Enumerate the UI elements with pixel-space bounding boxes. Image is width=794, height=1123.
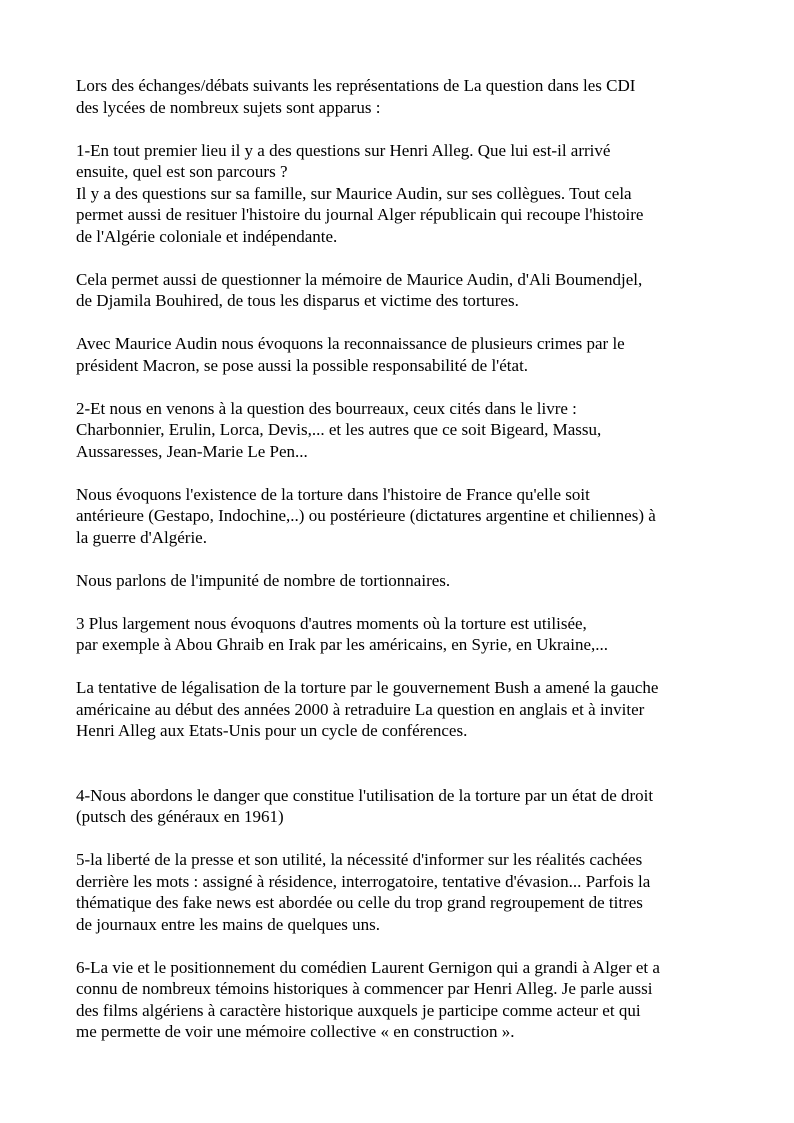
paragraph-macron xyxy=(76,333,756,376)
text-line: 6-La vie et le positionnement du comédien Laurent Gernigon qui a grandi à Alger et a xyxy=(76,957,660,977)
text-line: 4-Nous abordons le danger que constitue l'utilisation de la torture par un état de droit xyxy=(76,785,654,805)
text-line: par exemple à Abou Ghraib en Irak par les américains, en Syrie, en Ukraine,... xyxy=(76,635,608,654)
text-line: de Djamila Bouhired, de tous les disparus et victime des tortures. xyxy=(76,291,519,310)
text-line: derrière les mots : assigné à résidence, interrogatoire, tentative d'évasion... Parfois la xyxy=(76,871,651,891)
paragraph-spacer xyxy=(76,118,756,140)
text-line: des films algériens à caractère historique auxquels je participe comme acteur et qui xyxy=(76,1000,641,1020)
paragraph-spacer xyxy=(76,591,756,613)
paragraph-point-4 xyxy=(76,785,756,828)
text-line: 5-la liberté de la presse et son utilité, la nécessité d'informer sur les réalités cachées xyxy=(76,850,643,869)
text-line: américaine au début des années 2000 à retraduire La question en anglais et à inviter xyxy=(76,699,645,719)
text-line: 1-En tout premier lieu il y a des questions sur Henri Alleg. Que lui est-il arrivé xyxy=(76,140,611,160)
text-line: des lycées de nombreux sujets sont apparus : xyxy=(76,97,381,117)
paragraph-spacer xyxy=(76,828,756,850)
text-line: de l'Algérie coloniale et indépendante. xyxy=(76,226,338,246)
text-line: Nous évoquons l'existence de la torture dans l'histoire de France qu'elle soit xyxy=(76,484,590,504)
text-line: La tentative de légalisation de la torture par le gouvernement Bush a amené la gauche xyxy=(76,678,659,697)
paragraph-bush xyxy=(76,677,756,742)
text-line: me permette de voir une mémoire collective « en construction ». xyxy=(76,1022,515,1041)
paragraph-spacer xyxy=(76,312,756,334)
paragraph-intro xyxy=(76,75,756,118)
text-line: Il y a des questions sur sa famille, sur Maurice Audin, sur ses collègues. Tout cela xyxy=(76,183,632,203)
paragraph-spacer xyxy=(76,656,756,678)
paragraph-spacer xyxy=(76,376,756,398)
paragraph-spacer xyxy=(76,247,756,269)
paragraph-spacer xyxy=(76,935,756,957)
paragraph-spacer xyxy=(76,742,756,785)
text-line: la guerre d'Algérie. xyxy=(76,527,207,547)
text-line: (putsch des généraux en 1961) xyxy=(76,807,284,826)
text-line: connu de nombreux témoins historiques à commencer par Henri Alleg. Je parle aussi xyxy=(76,979,653,998)
paragraph-memory xyxy=(76,269,756,312)
paragraph-impunity xyxy=(76,570,756,592)
text-line: thématique des fake news est abordée ou celle du trop grand regroupement de titres xyxy=(76,893,643,912)
text-line: Nous parlons de l'impunité de nombre de tortionnaires. xyxy=(76,570,451,590)
text-line: Henri Alleg aux Etats-Unis pour un cycle de conférences. xyxy=(76,721,468,740)
text-line: Charbonnier, Erulin, Lorca, Devis,... et les autres que ce soit Bigeard, Massu, xyxy=(76,420,602,439)
text-line: 3 Plus largement nous évoquons d'autres moments où la torture est utilisée, xyxy=(76,613,587,633)
text-line: ensuite, quel est son parcours ? xyxy=(76,162,288,181)
paragraph-point-3 xyxy=(76,613,756,656)
text-line: antérieure (Gestapo, Indochine,..) ou postérieure (dictatures argentine et chiliennes) à xyxy=(76,506,656,525)
paragraph-point-5 xyxy=(76,849,756,935)
paragraph-point-2 xyxy=(76,398,756,463)
paragraph-point-1 xyxy=(76,140,756,248)
text-line: Cela permet aussi de questionner la mémoire de Maurice Audin, d'Ali Boumendjel, xyxy=(76,269,643,289)
text-line: 2-Et nous en venons à la question des bourreaux, ceux cités dans le livre : xyxy=(76,398,577,418)
paragraph-spacer xyxy=(76,548,756,570)
text-line: permet aussi de resituer l'histoire du journal Alger républicain qui recoupe l'histoire xyxy=(76,205,644,224)
text-line: président Macron, se pose aussi la possible responsabilité de l'état. xyxy=(76,355,529,375)
text-line: de journaux entre les mains de quelques uns. xyxy=(76,914,381,934)
paragraph-torture-history xyxy=(76,484,756,549)
paragraph-point-6 xyxy=(76,957,756,1043)
paragraph-spacer xyxy=(76,462,756,484)
text-line: Avec Maurice Audin nous évoquons la reconnaissance de plusieurs crimes par le xyxy=(76,334,625,353)
text-line: Lors des échanges/débats suivants les représentations de La question dans les CDI xyxy=(76,76,636,95)
document-body xyxy=(76,75,756,1043)
text-line: Aussaresses, Jean-Marie Le Pen... xyxy=(76,441,308,461)
